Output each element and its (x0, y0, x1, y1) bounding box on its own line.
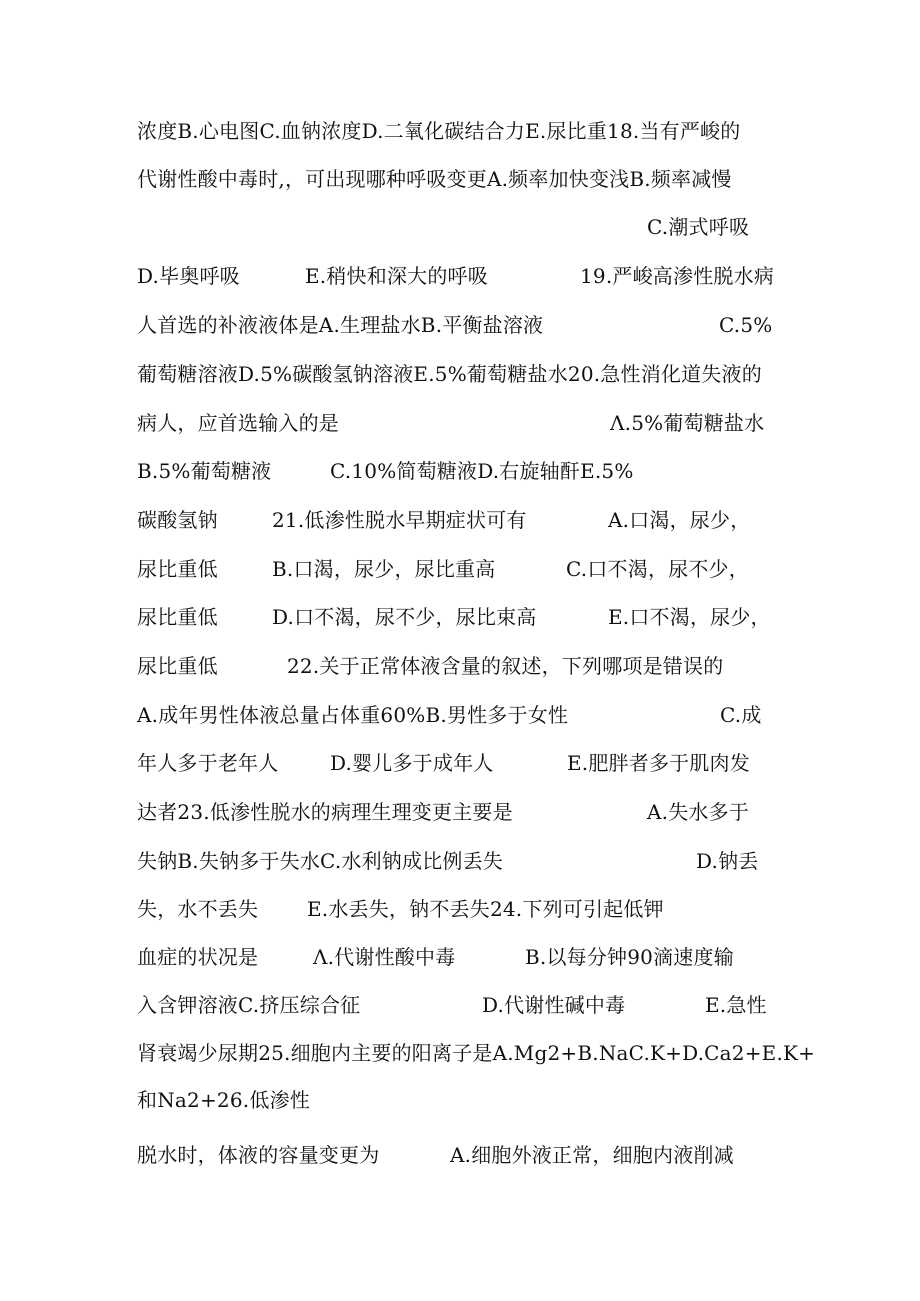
text-segment: 尿比重低 (137, 654, 218, 678)
text-segment: 失钠B.失钠多于失水C.水利钠成比例丢失 (137, 849, 504, 873)
text-segment: C.口不渴，尿不少， (566, 557, 749, 581)
text-segment: Λ.代谢性酸中毒 (313, 945, 456, 969)
text-segment: E.急性 (705, 993, 767, 1017)
text-segment: B.以每分钟90滴速度输 (525, 945, 734, 969)
text-segment: E.水丢失，钠不丢失24.下列可引起低钾 (307, 897, 664, 921)
text-segment: 血症的状况是 (137, 945, 259, 969)
text-segment: 尿比重低 (137, 605, 218, 629)
text-segment: 和Na2+26.低渗性 (137, 1088, 310, 1112)
text-segment: E.稍快和深大的呼吸 (305, 264, 488, 288)
text-segment: A.成年男性体液总量占体重60%B.男性多于女性 (137, 703, 569, 727)
text-segment: D.毕奥呼吸 (137, 264, 240, 288)
text-segment: B.5%葡萄糖液 (137, 459, 272, 483)
text-segment: C.10%简萄糖液D.右旋轴酐E.5% (330, 459, 634, 483)
text-segment: C.潮式呼吸 (647, 215, 750, 239)
text-segment: 达者23.低渗性脱水的病理生理变更主要是 (137, 800, 513, 824)
text-segment: D.钠丢 (696, 849, 759, 873)
text-segment: C.成 (720, 703, 762, 727)
text-segment: D.婴儿多于成年人 (330, 751, 494, 775)
text-segment: 浓度B.心电图C.血钠浓度D.二氧化碳结合力E.尿比重18.当有严峻的 (137, 119, 741, 143)
text-segment: 病人，应首选输入的是 (137, 411, 339, 435)
text-segment: 22.关于正常体液含量的叙述，下列哪项是错误的 (287, 654, 724, 678)
text-segment: Λ.5%葡萄糖盐水 (610, 411, 765, 435)
text-segment: E.肥胖者多于肌肉发 (567, 751, 750, 775)
text-segment: 失，水不丢失 (137, 897, 259, 921)
text-segment: 入含钾溶液C.挤压综合征 (137, 993, 361, 1017)
text-segment: 人首选的补液液体是A.生理盐水B.平衡盐溶液 (137, 313, 544, 337)
text-segment: A.细胞外液正常，细胞内液削减 (450, 1143, 734, 1167)
text-segment: D.代谢性碱中毒 (482, 993, 626, 1017)
text-segment: 脱水时，体液的容量变更为 (137, 1143, 380, 1167)
text-segment: 年人多于老年人 (137, 751, 279, 775)
text-segment: 代谢性酸中毒时,，可出现哪种呼吸变更A.频率加快变浅B.频率减慢 (137, 167, 732, 191)
text-segment: 19.严峻高渗性脱水病 (580, 264, 775, 288)
text-segment: E.口不渴，尿少， (608, 605, 771, 629)
text-segment: 碳酸氢钠 (137, 508, 218, 532)
text-segment: A.失水多于 (647, 800, 750, 824)
text-segment: 尿比重低 (137, 557, 218, 581)
text-segment: D.口不渴，尿不少，尿比束高 (272, 605, 537, 629)
text-segment: B.口渴，尿少，尿比重高 (272, 557, 496, 581)
text-segment: 肾衰竭少尿期25.细胞内主要的阳离子是A.Mg2+B.NaC.K+D.Ca2+E.K+ (137, 1041, 816, 1065)
text-segment: A.口渴，尿少， (608, 508, 751, 532)
text-segment: 葡萄糖溶液D.5%碳酸氢钠溶液E.5%葡萄糖盐水20.急性消化道失液的 (137, 362, 762, 386)
text-segment: 21.低渗性脱水早期症状可有 (272, 508, 527, 532)
text-segment: C.5% (719, 313, 773, 337)
